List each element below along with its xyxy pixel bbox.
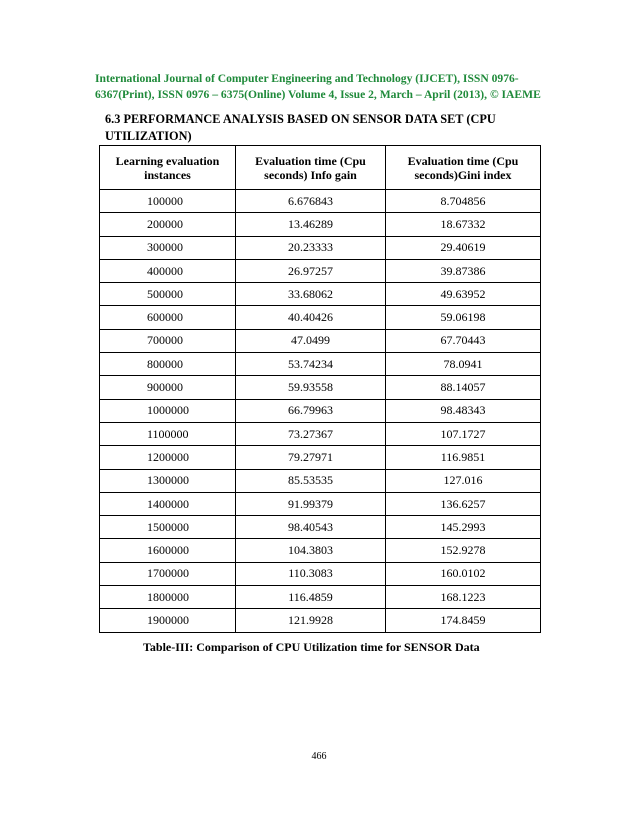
cell-info-gain: 104.3803 (236, 539, 386, 562)
cell-info-gain: 66.79963 (236, 399, 386, 422)
cell-info-gain: 6.676843 (236, 190, 386, 213)
journal-header-line-2: 6367(Print), ISSN 0976 – 6375(Online) Volume 4, Issue 2, March – April (2013), © IAEME (95, 87, 541, 101)
cell-instances: 300000 (100, 236, 236, 259)
cell-gini-index: 67.70443 (386, 329, 541, 352)
cell-info-gain: 33.68062 (236, 283, 386, 306)
cell-gini-index: 116.9851 (386, 446, 541, 469)
table-row (100, 283, 541, 306)
table-row (100, 469, 541, 492)
table-row (100, 586, 541, 609)
column-header-info-gain: Evaluation time (Cpu seconds) Info gain (236, 146, 386, 190)
cell-gini-index: 49.63952 (386, 283, 541, 306)
cell-info-gain: 91.99379 (236, 492, 386, 515)
cell-gini-index: 145.2993 (386, 516, 541, 539)
section-title (105, 111, 545, 145)
journal-header-line-1: International Journal of Computer Engineering and Technology (IJCET), ISSN 0976- (95, 72, 519, 85)
cell-gini-index: 29.40619 (386, 236, 541, 259)
cell-gini-index: 136.6257 (386, 492, 541, 515)
cell-gini-index: 98.48343 (386, 399, 541, 422)
table-header-row (100, 146, 541, 190)
table-row (100, 539, 541, 562)
results-table (99, 145, 541, 633)
cell-gini-index: 8.704856 (386, 190, 541, 213)
table-row (100, 259, 541, 282)
journal-header (95, 71, 547, 102)
cell-gini-index: 127.016 (386, 469, 541, 492)
cell-instances: 1900000 (100, 609, 236, 632)
table-row (100, 376, 541, 399)
table-row (100, 236, 541, 259)
table-row (100, 422, 541, 445)
cell-info-gain: 59.93558 (236, 376, 386, 399)
section-title-line-2: UTILIZATION) (105, 129, 192, 143)
cell-instances: 200000 (100, 213, 236, 236)
cell-gini-index: 168.1223 (386, 586, 541, 609)
cell-instances: 1000000 (100, 399, 236, 422)
cell-instances: 1600000 (100, 539, 236, 562)
table-row (100, 446, 541, 469)
cell-instances: 1200000 (100, 446, 236, 469)
cell-gini-index: 174.8459 (386, 609, 541, 632)
cell-gini-index: 18.67332 (386, 213, 541, 236)
cell-info-gain: 47.0499 (236, 329, 386, 352)
cell-instances: 400000 (100, 259, 236, 282)
table-row (100, 190, 541, 213)
table-row (100, 329, 541, 352)
table-row (100, 492, 541, 515)
table-row (100, 213, 541, 236)
cell-instances: 900000 (100, 376, 236, 399)
table-row (100, 306, 541, 329)
cell-instances: 1700000 (100, 562, 236, 585)
table-row (100, 609, 541, 632)
cell-instances: 600000 (100, 306, 236, 329)
cell-gini-index: 107.1727 (386, 422, 541, 445)
table-row (100, 562, 541, 585)
cell-info-gain: 116.4859 (236, 586, 386, 609)
cell-info-gain: 40.40426 (236, 306, 386, 329)
cell-gini-index: 152.9278 (386, 539, 541, 562)
cell-gini-index: 59.06198 (386, 306, 541, 329)
cell-info-gain: 20.23333 (236, 236, 386, 259)
section-title-line-1: 6.3 PERFORMANCE ANALYSIS BASED ON SENSOR DATA SET (CPU (105, 112, 496, 126)
column-header-instances: Learning evaluation instances (100, 146, 236, 190)
cell-info-gain: 79.27971 (236, 446, 386, 469)
cell-instances: 700000 (100, 329, 236, 352)
cell-instances: 1500000 (100, 516, 236, 539)
table-body (100, 190, 541, 633)
cell-instances: 1300000 (100, 469, 236, 492)
cell-info-gain: 13.46289 (236, 213, 386, 236)
cell-instances: 100000 (100, 190, 236, 213)
cell-info-gain: 26.97257 (236, 259, 386, 282)
cell-info-gain: 121.9928 (236, 609, 386, 632)
cell-gini-index: 39.87386 (386, 259, 541, 282)
cell-gini-index: 160.0102 (386, 562, 541, 585)
cell-info-gain: 73.27367 (236, 422, 386, 445)
table-row (100, 516, 541, 539)
cell-gini-index: 78.0941 (386, 353, 541, 376)
table-row (100, 353, 541, 376)
page-number: 466 (311, 751, 327, 762)
table-caption: Table-III: Comparison of CPU Utilization time for SENSOR Data (143, 640, 480, 654)
cell-instances: 800000 (100, 353, 236, 376)
cell-instances: 1800000 (100, 586, 236, 609)
cell-info-gain: 98.40543 (236, 516, 386, 539)
cell-info-gain: 110.3083 (236, 562, 386, 585)
cell-instances: 500000 (100, 283, 236, 306)
column-header-gini-index: Evaluation time (Cpu seconds)Gini index (386, 146, 541, 190)
table-row (100, 399, 541, 422)
cell-instances: 1400000 (100, 492, 236, 515)
cell-instances: 1100000 (100, 422, 236, 445)
cell-gini-index: 88.14057 (386, 376, 541, 399)
cell-info-gain: 85.53535 (236, 469, 386, 492)
cell-info-gain: 53.74234 (236, 353, 386, 376)
